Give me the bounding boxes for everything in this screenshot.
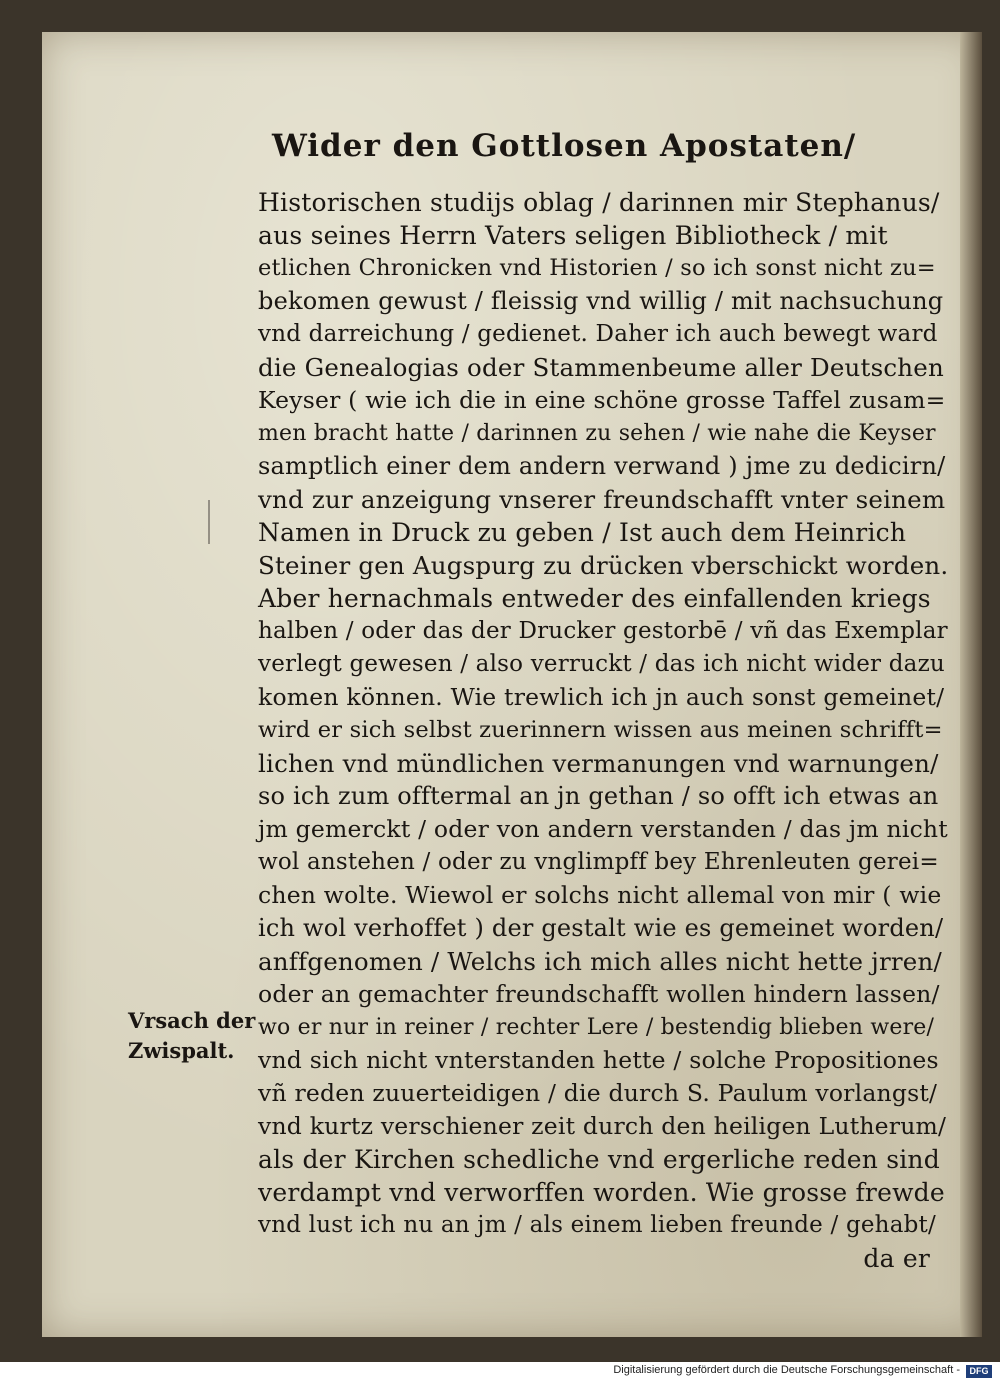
text-line: ich wol verhoffet ) der gestalt wie es gemeinet worden/ [258, 914, 944, 942]
text-line: vnd darreichung / gedienet. Daher ich auch bewegt ward [258, 321, 938, 347]
marginal-note [128, 1006, 278, 1066]
marginal-note-line: Zwispalt. [128, 1038, 235, 1063]
text-line: halben / oder das der Drucker gestorbē / vñ das Exemplar [258, 618, 948, 644]
funding-credit: Digitalisierung gefördert durch die Deutsche Forschungsgemeinschaft - [613, 1364, 960, 1376]
text-line: wo er nur in reiner / rechter Lere / bestendig blieben were/ [258, 1015, 935, 1040]
text-line: als der Kirchen schedliche vnd ergerliche reden sind [258, 1145, 940, 1174]
text-line: bekomen gewust / fleissig vnd willig / mit nachsuchung [258, 287, 944, 315]
text-line: so ich zum offtermal an jn gethan / so offt ich etwas an [258, 782, 939, 810]
text-line: Keyser ( wie ich die in eine schöne grosse Taffel zusam= [258, 386, 946, 414]
text-line: men bracht hatte / darinnen zu sehen / wie nahe die Keyser [258, 421, 936, 446]
text-line: vnd lust ich nu an jm / als einem lieben freunde / gehabt/ [258, 1212, 936, 1238]
text-line: verlegt gewesen / also verruckt / das ich nicht wider dazu [258, 651, 945, 677]
text-line: vnd zur anzeigung vnserer freundschafft vnter seinem [258, 485, 946, 514]
text-line: Historischen studijs oblag / darinnen mir Stephanus/ [258, 188, 940, 217]
text-line: vñ reden zuuerteidigen / die durch S. Paulum vorlangst/ [258, 1079, 938, 1107]
text-line: anffgenomen / Welchs ich mich alles nicht hette jrren/ [258, 947, 942, 976]
text-line: wol anstehen / oder zu vnglimpff bey Ehrenleuten gerei= [258, 849, 939, 875]
text-line: oder an gemachter freundschafft wollen hindern lassen/ [258, 980, 940, 1008]
text-line: Aber hernachmals entweder des einfallenden kriegs [258, 584, 931, 613]
footer-bar [0, 1362, 1000, 1382]
text-line: jm gemerckt / oder von andern verstanden / das jm nicht [258, 815, 948, 843]
text-line: vnd sich nicht vnterstanden hette / solche Propositiones [258, 1046, 939, 1074]
body-text [258, 186, 948, 1275]
text-line: komen können. Wie trewlich ich jn auch sonst gemeinet/ [258, 683, 945, 711]
dfg-logo: DFG [966, 1365, 992, 1378]
text-line: chen wolte. Wiewol er solchs nicht allemal von mir ( wie [258, 881, 942, 909]
text-line: verdampt vnd verworffen worden. Wie grosse frewde [258, 1178, 945, 1207]
text-line: die Genealogias oder Stammenbeume aller Deutschen [258, 353, 944, 382]
text-line: aus seines Herrn Vaters seligen Bibliotheck / mit [258, 221, 888, 250]
margin-pencil-mark [208, 500, 210, 544]
text-line: wird er sich selbst zuerinnern wissen aus meinen schrifft= [258, 717, 943, 743]
text-line: vnd kurtz verschiener zeit durch den heiligen Lutherum/ [258, 1112, 947, 1140]
text-line: Namen in Druck zu geben / Ist auch dem Heinrich [258, 518, 907, 547]
marginal-note-line: Vrsach der [128, 1008, 256, 1033]
catchword: da er [863, 1244, 930, 1273]
text-line: Steiner gen Augspurg zu drücken vberschickt worden. [258, 551, 949, 580]
text-line: lichen vnd mündlichen vermanungen vnd warnungen/ [258, 749, 939, 778]
text-line: samptlich einer dem andern verwand ) jme zu dedicirn/ [258, 452, 946, 480]
running-head: Wider den Gottlosen Apostaten/ [272, 128, 857, 164]
text-line: etlichen Chronicken vnd Historien / so ich sonst nicht zu= [258, 255, 936, 281]
page-gutter [960, 32, 982, 1337]
